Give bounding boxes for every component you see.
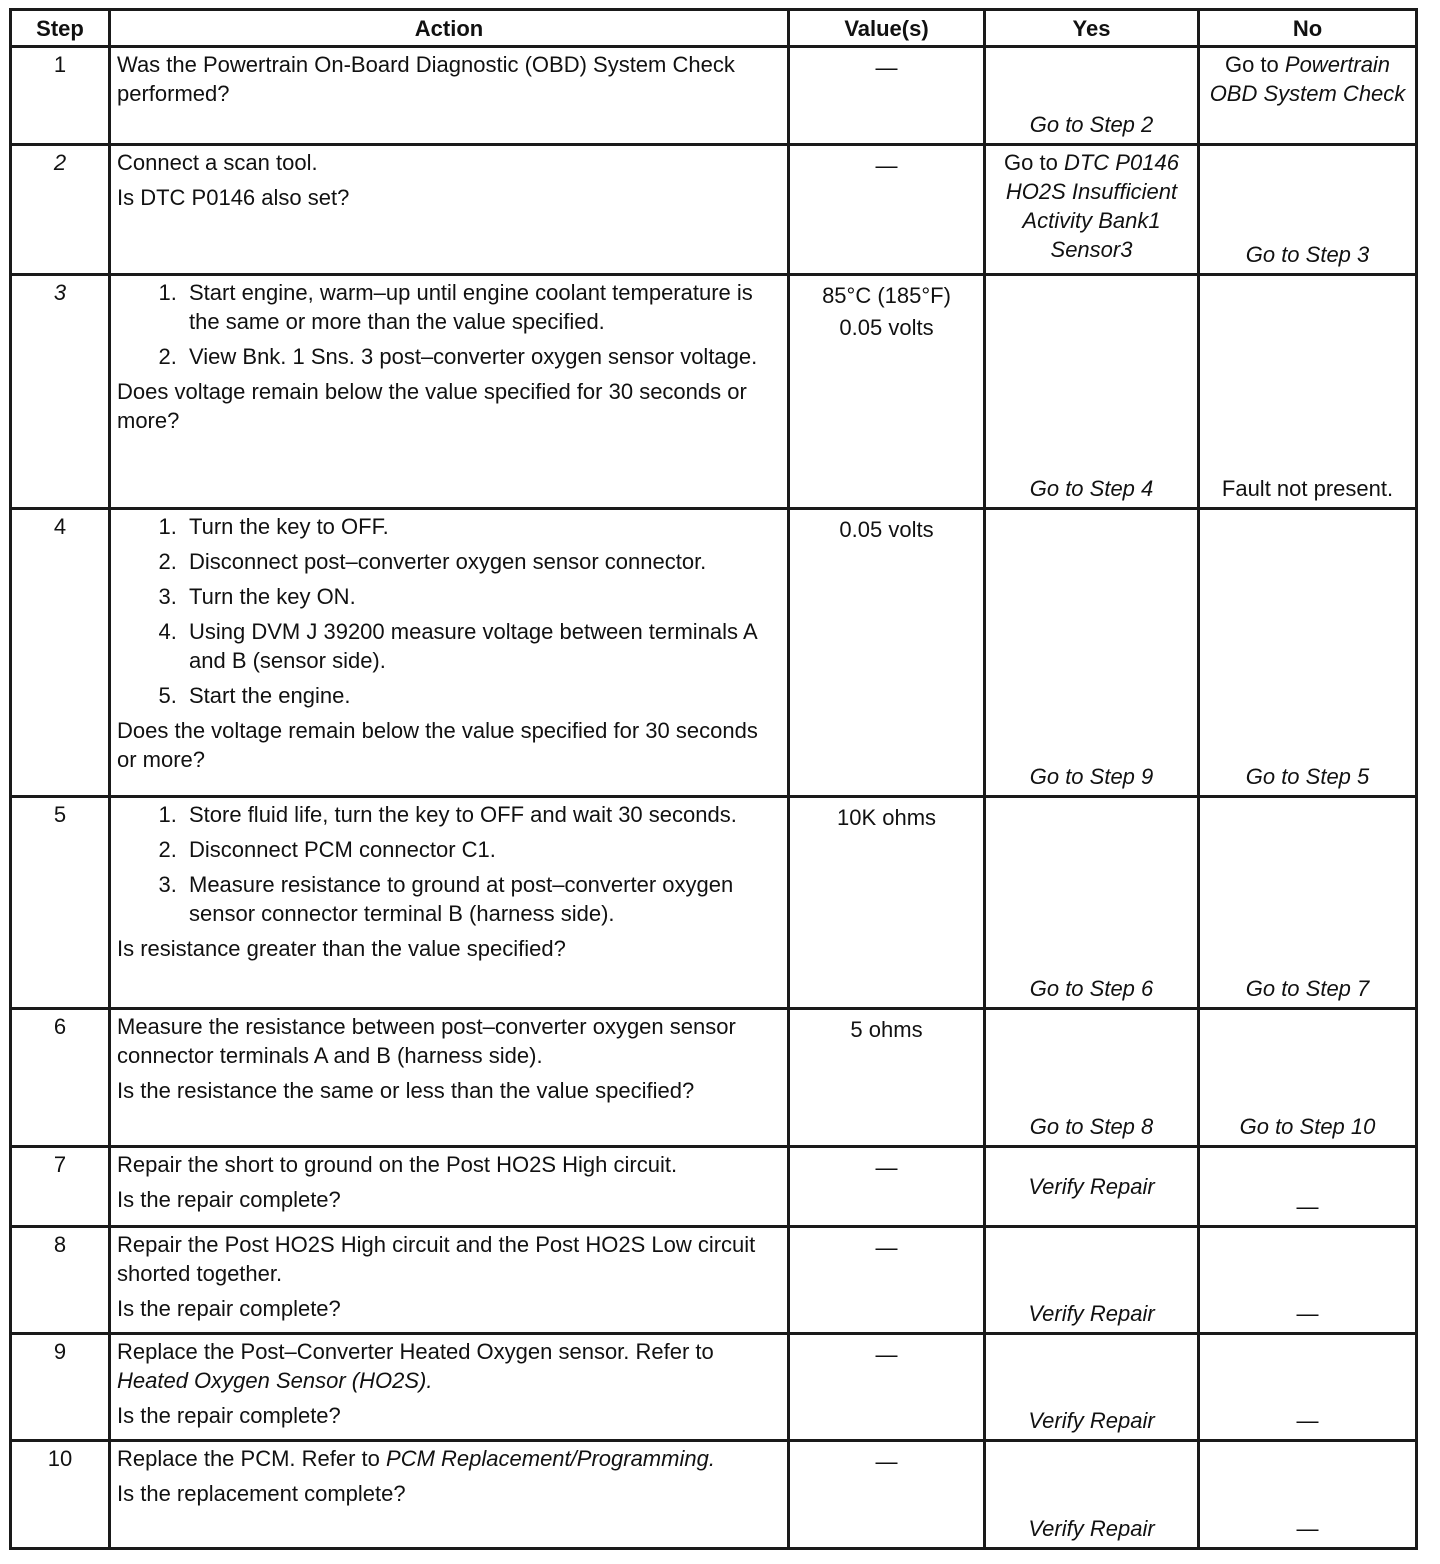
action-question: Is resistance greater than the value specified?: [117, 936, 566, 961]
action-prefix: Replace the Post–Converter Heated Oxygen sensor. Refer to: [117, 1339, 714, 1364]
yes-cell: [985, 1441, 1199, 1549]
verify-repair-link[interactable]: Verify Repair: [1028, 1516, 1155, 1541]
value-text: —: [875, 1449, 898, 1474]
no-prefix: Go to: [1224, 52, 1279, 77]
no-link[interactable]: Go to Step 5: [1245, 764, 1370, 789]
value-cell: [789, 797, 985, 1009]
value-text: —: [875, 1235, 898, 1260]
yes-cell: [985, 1009, 1199, 1147]
value-text: —: [875, 153, 898, 178]
yes-link[interactable]: [992, 148, 1191, 264]
action-cell: [110, 47, 789, 145]
action-reference[interactable]: Heated Oxygen Sensor (HO2S).: [117, 1368, 433, 1393]
yes-cell: [985, 145, 1199, 275]
no-value: —: [1296, 1408, 1319, 1433]
no-result: Fault not present.: [1221, 476, 1394, 501]
no-cell: [1199, 1009, 1417, 1147]
action-list: [117, 278, 781, 371]
action-list: [117, 800, 781, 928]
action-text: Connect a scan tool.: [117, 150, 318, 175]
step-number: 5: [11, 797, 110, 1009]
value-text: 5 ohms: [850, 1017, 923, 1042]
step-number: 4: [11, 509, 110, 797]
no-cell: [1199, 1227, 1417, 1334]
action-question: Does the voltage remain below the value specified for 30 seconds or more?: [117, 718, 758, 772]
table-row: [11, 1147, 1417, 1227]
no-cell: [1199, 47, 1417, 145]
step-number: 6: [11, 1009, 110, 1147]
yes-cell: [985, 275, 1199, 509]
action-text: [117, 1337, 781, 1395]
yes-cell: [985, 509, 1199, 797]
action-list-item: 5. Start the engine.: [183, 681, 781, 710]
action-question: Is the replacement complete?: [117, 1481, 406, 1506]
action-prefix: Replace the PCM. Refer to: [117, 1446, 380, 1471]
action-question: Is the repair complete?: [117, 1403, 341, 1428]
no-link[interactable]: Go to Step 10: [1239, 1114, 1376, 1139]
action-list-item: 4. Using DVM J 39200 measure voltage between terminals A and B (sensor side).: [183, 617, 781, 675]
header-yes: Yes: [985, 10, 1199, 47]
value-text: —: [875, 1342, 898, 1367]
yes-cell: [985, 47, 1199, 145]
yes-cell: [985, 1334, 1199, 1441]
verify-repair-link[interactable]: Verify Repair: [1028, 1174, 1155, 1199]
action-question: Is DTC P0146 also set?: [117, 185, 350, 210]
action-text: [117, 1444, 781, 1473]
step-number: 7: [11, 1147, 110, 1227]
no-cell: [1199, 1334, 1417, 1441]
action-question: Is the repair complete?: [117, 1187, 341, 1212]
table-row: [11, 1009, 1417, 1147]
no-link[interactable]: [1206, 50, 1409, 108]
yes-target: DTC P0146 HO2S Insufficient Activity Bank1 Sensor3: [1005, 150, 1179, 262]
value-cell: [789, 275, 985, 509]
yes-link[interactable]: Go to Step 4: [1029, 476, 1154, 501]
action-cell: [110, 275, 789, 509]
action-cell: [110, 1441, 789, 1549]
value-cell: [789, 1441, 985, 1549]
action-cell: [110, 797, 789, 1009]
step-number: 10: [11, 1441, 110, 1549]
action-text: Repair the Post HO2S High circuit and the Post HO2S Low circuit shorted together.: [117, 1232, 756, 1286]
yes-cell: [985, 1227, 1199, 1334]
action-list-item: 3. Turn the key ON.: [183, 582, 781, 611]
table-row: [11, 145, 1417, 275]
no-value: —: [1296, 1301, 1319, 1326]
action-list: [117, 512, 781, 710]
action-question: Is the repair complete?: [117, 1296, 341, 1321]
yes-cell: [985, 797, 1199, 1009]
yes-link[interactable]: Go to Step 8: [1029, 1114, 1154, 1139]
header-step: Step: [11, 10, 110, 47]
value-cell: [789, 1009, 985, 1147]
value-cell: [789, 1227, 985, 1334]
value-text: —: [875, 55, 898, 80]
action-list-item: 1. Store fluid life, turn the key to OFF and wait 30 seconds.: [183, 800, 781, 829]
step-number: 8: [11, 1227, 110, 1334]
diagnostic-table: [9, 8, 1418, 1550]
value-temperature: 85°C (185°F): [822, 283, 951, 308]
no-cell: [1199, 1441, 1417, 1549]
value-voltage: 0.05 volts: [839, 315, 934, 340]
yes-cell: [985, 1147, 1199, 1227]
action-question: Does voltage remain below the value specified for 30 seconds or more?: [117, 379, 747, 433]
action-reference[interactable]: PCM Replacement/Programming.: [386, 1446, 715, 1471]
value-text: 10K ohms: [836, 805, 937, 830]
yes-link[interactable]: Go to Step 2: [1029, 112, 1154, 137]
action-list-item: 3. Measure resistance to ground at post–converter oxygen sensor connector terminal B (harness side).: [183, 870, 781, 928]
no-cell: [1199, 1147, 1417, 1227]
no-cell: [1199, 509, 1417, 797]
no-cell: [1199, 797, 1417, 1009]
action-list-item: 1. Start engine, warm–up until engine coolant temperature is the same or more than the value specified.: [183, 278, 781, 336]
header-values: Value(s): [789, 10, 985, 47]
table-row: [11, 1334, 1417, 1441]
action-text: Repair the short to ground on the Post HO2S High circuit.: [117, 1152, 678, 1177]
header-action: Action: [110, 10, 789, 47]
action-cell: [110, 145, 789, 275]
no-link[interactable]: Go to Step 7: [1245, 976, 1370, 1001]
no-value: —: [1296, 1516, 1319, 1541]
action-cell: [110, 1334, 789, 1441]
action-list-item: 2. View Bnk. 1 Sns. 3 post–converter oxygen sensor voltage.: [183, 342, 781, 371]
value-text: —: [875, 1155, 898, 1180]
value-cell: [789, 1334, 985, 1441]
value-cell: [789, 47, 985, 145]
action-list-item: 2. Disconnect PCM connector C1.: [183, 835, 781, 864]
step-number: 9: [11, 1334, 110, 1441]
verify-repair-link[interactable]: Verify Repair: [1028, 1301, 1155, 1326]
no-link[interactable]: Go to Step 3: [1245, 242, 1370, 267]
action-question: Is the resistance the same or less than the value specified?: [117, 1078, 695, 1103]
yes-link[interactable]: Go to Step 6: [1029, 976, 1154, 1001]
table-row: [11, 509, 1417, 797]
value-text: 0.05 volts: [839, 517, 934, 542]
table-row: [11, 275, 1417, 509]
value-cell: [789, 145, 985, 275]
action-text: Measure the resistance between post–converter oxygen sensor connector terminals A and B (harness side).: [117, 1014, 736, 1068]
no-value: —: [1296, 1194, 1319, 1219]
action-cell: [110, 1147, 789, 1227]
action-cell: [110, 1009, 789, 1147]
step-number: 3: [11, 275, 110, 509]
action-list-item: 2. Disconnect post–converter oxygen sensor connector.: [183, 547, 781, 576]
action-list-item: 1. Turn the key to OFF.: [183, 512, 781, 541]
table-row: [11, 1227, 1417, 1334]
step-number: 1: [11, 47, 110, 145]
header-row: [11, 10, 1417, 47]
table-row: [11, 797, 1417, 1009]
value-cell: [789, 1147, 985, 1227]
yes-prefix: Go to: [1004, 150, 1058, 175]
yes-link[interactable]: Go to Step 9: [1029, 764, 1154, 789]
table-row: [11, 47, 1417, 145]
value-cell: [789, 509, 985, 797]
verify-repair-link[interactable]: Verify Repair: [1028, 1408, 1155, 1433]
action-cell: [110, 509, 789, 797]
action-text: Was the Powertrain On-Board Diagnostic (OBD) System Check performed?: [117, 52, 735, 106]
action-cell: [110, 1227, 789, 1334]
no-cell: [1199, 275, 1417, 509]
no-cell: [1199, 145, 1417, 275]
header-no: No: [1199, 10, 1417, 47]
no-target: Powertrain OBD System Check: [1209, 52, 1406, 106]
table-row: [11, 1441, 1417, 1549]
step-number: 2: [11, 145, 110, 275]
